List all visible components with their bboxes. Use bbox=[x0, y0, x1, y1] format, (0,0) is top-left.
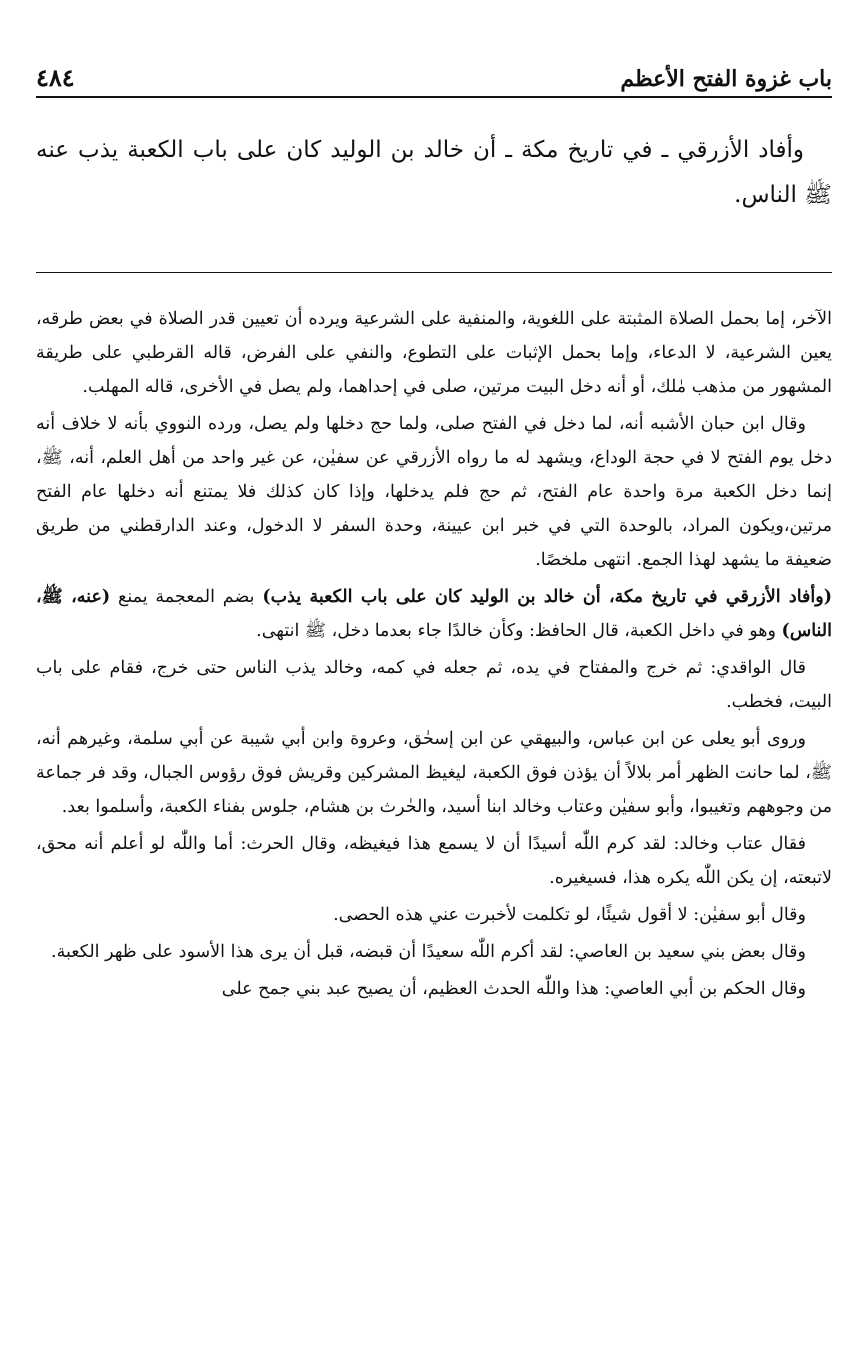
main-text-paragraph: وأفاد الأزرقي ـ في تاريخ مكة ـ أن خالد بن الوليد كان على باب الكعبة يذب عنه ﷺ الناس. bbox=[36, 137, 832, 208]
commentary-paragraph: وقال الحكم بن أبي العاصي: هذا واللّٰه الحدث العظيم، أن يصيح عبد بني جمح على bbox=[221, 979, 806, 999]
commentary bbox=[36, 302, 832, 1009]
lemma: (وأفاد الأزرقي في تاريخ مكة، أن خالد بن الوليد كان على باب الكعبة يذب) bbox=[262, 587, 832, 607]
main-text bbox=[36, 128, 832, 218]
footnote-separator bbox=[36, 272, 832, 273]
commentary-paragraph: وقال بعض بني سعيد بن العاصي: لقد أكرم اللّٰه سعيدًا أن قبضه، قبل أن يرى هذا الأسود على ظهر الكعبة. bbox=[51, 942, 806, 962]
commentary-paragraph: فقال عتاب وخالد: لقد كرم اللّٰه أسيدًا أن لا يسمع هذا فيغيظه، وقال الحرث: أما واللّٰه لو أعلم أنه محق، لاتبعته، إن يكن اللّٰه يكره هذا، فسيغيره. bbox=[36, 834, 832, 888]
commentary-paragraph: وقال أبو سفيٰن: لا أقول شيئًا، لو تكلمت لأخبرت عني هذه الحصى. bbox=[333, 905, 806, 925]
page-header bbox=[36, 56, 832, 98]
commentary-paragraph bbox=[36, 580, 832, 648]
commentary-paragraph: وقال ابن حبان الأشبه أنه، لما دخل في الفتح صلى، ولما حج دخلها ولم يصل، ورده النووي بأنه لا خلاف أنه دخل يوم الفتح لا في حجة الوداع، ويشهد له ما رواه الأزرقي عن سفيٰن، عن غير واحد من أهل العلم، أنه، ﷺ، إنما دخل الكعبة مرة واحدة عام الفتح، ثم حج فلم يدخلها، وإذا كان كذلك فلا يمتنع أنه دخلها عام الفتح مرتين،ويكون المراد، بالوحدة التي في خبر ابن عيينة، وحدة السفر لا الدخول، وعند الدارقطني من طريق ضعيفة ما يشهد لهذا الجمع. انتهى ملخصًا. bbox=[36, 414, 832, 570]
commentary-text: بضم المعجمة يمنع bbox=[110, 587, 263, 607]
commentary-text: وهو في داخل الكعبة، قال الحافظ: وكأن خالدًا جاء بعدما دخل، ﷺ انتهى. bbox=[256, 621, 782, 641]
commentary-paragraph: وروى أبو يعلى عن ابن عباس، والبيهقي عن ابن إسحٰق، وعروة وابن أبي شيبة عن أبي سلمة، وغيرهم أنه، ﷺ، لما حانت الظهر أمر بلالاً أن يؤذن فوق الكعبة، ليغيظ المشركين وقريش فوق رؤوس الجبال، وقد فر جماعة من وجوههم وتغيبوا، وأبو سفيٰن وعتاب وخالد ابنا أسيد، والحٰرث بن هشام، جلوس بفناء الكعبة، وأسلموا بعد. bbox=[36, 729, 832, 817]
running-title: باب غزوة الفتح الأعظم bbox=[620, 66, 832, 92]
book-page bbox=[36, 0, 832, 1364]
commentary-paragraph: الآخر، إما بحمل الصلاة المثبتة على اللغوية، والمنفية على الشرعية ويرده أن تعيين قدر الصلاة في بعض طرقه، يعين الشرعية، لا الدعاء، وإما بحمل الإثبات على التطوع، والنفي على الفرض، قاله القرطبي على طريقة المشهور من مذهب مٰلك، أو أنه دخل البيت مرتين، صلى في إحداهما، ولم يصل في الأخرى، قاله المهلب. bbox=[36, 309, 832, 397]
page-number: ٤٨٤ bbox=[36, 63, 75, 92]
lemma: (عنه، ﷺ، الناس) bbox=[36, 587, 832, 641]
commentary-paragraph: قال الواقدي: ثم خرج والمفتاح في يده، ثم جعله في كمه، وخالد يذب الناس حتى خرج، فقام على باب البيت، فخطب. bbox=[36, 658, 832, 712]
